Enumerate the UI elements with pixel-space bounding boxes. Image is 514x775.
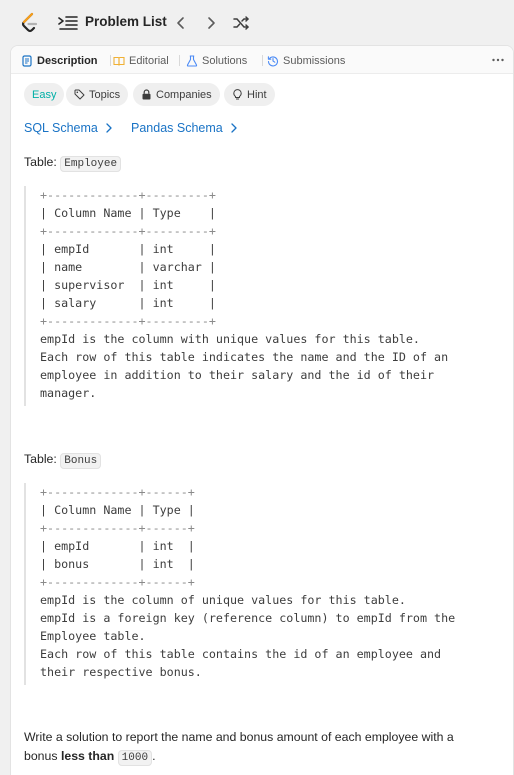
topics-button[interactable] — [66, 83, 128, 106]
tab-label: Solutions — [202, 55, 248, 67]
task-text: bonus — [24, 749, 58, 763]
table-prefix: Table: — [24, 155, 57, 169]
schema-text-line: | empId | int | — [40, 539, 195, 553]
chevron-left-icon[interactable] — [173, 14, 189, 32]
schema-text-line: Each row of this table contains the id of an employee and — [40, 647, 442, 661]
more-options-icon[interactable] — [491, 54, 505, 66]
chevron-right-icon — [229, 122, 239, 134]
pandas-schema-label: Pandas Schema — [131, 121, 223, 135]
table-prefix: Table: — [24, 452, 57, 466]
pandas-schema-link[interactable] — [131, 121, 239, 135]
tab-solutions[interactable] — [186, 53, 247, 69]
tab-editorial[interactable] — [113, 53, 169, 69]
table-border-line: +-------------+---------+ — [40, 314, 216, 328]
lightbulb-icon — [232, 89, 243, 100]
tab-label: Submissions — [283, 55, 346, 67]
table-heading-employee — [24, 153, 121, 174]
table-name-code: Employee — [60, 156, 121, 172]
schema-text-line: employee in addition to their salary and the id of their — [40, 368, 435, 382]
hint-label: Hint — [247, 88, 267, 101]
employee-schema-block — [24, 186, 502, 406]
task-text: . — [152, 749, 156, 763]
table-border-line: +-------------+---------+ — [40, 224, 216, 238]
shuffle-icon[interactable] — [232, 14, 250, 32]
schema-text-line: Each row of this table indicates the name and the ID of an — [40, 350, 449, 364]
table-heading-bonus — [24, 450, 101, 471]
table-border-line: +-------------+---------+ — [40, 188, 216, 202]
description-icon — [21, 55, 33, 67]
schema-text-line: their respective bonus. — [40, 665, 202, 679]
tab-label: Description — [37, 55, 98, 67]
task-inline-code: 1000 — [118, 750, 152, 766]
companies-button[interactable] — [133, 83, 220, 106]
schema-text-line: | salary | int | — [40, 296, 216, 310]
flask-icon — [186, 55, 198, 67]
tab-description[interactable] — [21, 53, 98, 69]
schema-text-line: | supervisor | int | — [40, 278, 216, 292]
tab-divider — [110, 55, 111, 66]
task-description-line1: Write a solution to report the name and bonus amount of each employee with a — [24, 730, 454, 744]
chevron-right-icon[interactable] — [203, 14, 219, 32]
schema-text-line: | Column Name | Type | — [40, 206, 216, 220]
schema-text-line: empId is the column of unique values for this table. — [40, 593, 406, 607]
table-border-line: +-------------+------+ — [40, 485, 195, 499]
schema-text-line: | empId | int | — [40, 242, 216, 256]
table-border-line: +-------------+------+ — [40, 521, 195, 535]
task-description-line2 — [24, 747, 156, 768]
problem-list-link[interactable]: Problem List — [85, 14, 167, 29]
tab-divider — [262, 55, 263, 66]
tag-icon — [74, 89, 85, 100]
top-bar — [0, 0, 514, 46]
sql-schema-link[interactable] — [24, 121, 114, 135]
description-panel — [10, 45, 514, 775]
schema-text-line: | Column Name | Type | — [40, 503, 195, 517]
difficulty-badge[interactable] — [24, 83, 64, 106]
schema-text-line: empId is the column with unique values for this table. — [40, 332, 420, 346]
tab-label: Editorial — [129, 55, 169, 67]
chevron-right-icon — [104, 122, 114, 134]
topics-label: Topics — [89, 88, 121, 101]
bonus-schema-block — [24, 483, 502, 685]
problem-list-icon[interactable] — [58, 15, 78, 31]
table-name-code: Bonus — [60, 453, 101, 469]
panel-tabs — [11, 46, 514, 74]
tab-submissions[interactable] — [267, 53, 345, 69]
table-border-line: +-------------+------+ — [40, 575, 195, 589]
tab-divider — [179, 55, 180, 66]
schema-text-line: | name | varchar | — [40, 260, 216, 274]
companies-label: Companies — [156, 88, 212, 101]
difficulty-label: Easy — [32, 88, 57, 101]
history-icon — [267, 55, 279, 67]
schema-text-line: | bonus | int | — [40, 557, 195, 571]
sql-schema-label: SQL Schema — [24, 121, 98, 135]
task-bold-text: less than — [60, 749, 115, 763]
book-icon — [113, 55, 125, 67]
schema-text-line: empId is a foreign key (reference column) to empId from the — [40, 611, 456, 625]
schema-text-line: Employee table. — [40, 629, 146, 643]
leetcode-logo-icon[interactable] — [20, 12, 40, 34]
lock-icon — [141, 89, 152, 100]
hint-button[interactable] — [224, 83, 275, 106]
schema-text-line: manager. — [40, 386, 97, 400]
